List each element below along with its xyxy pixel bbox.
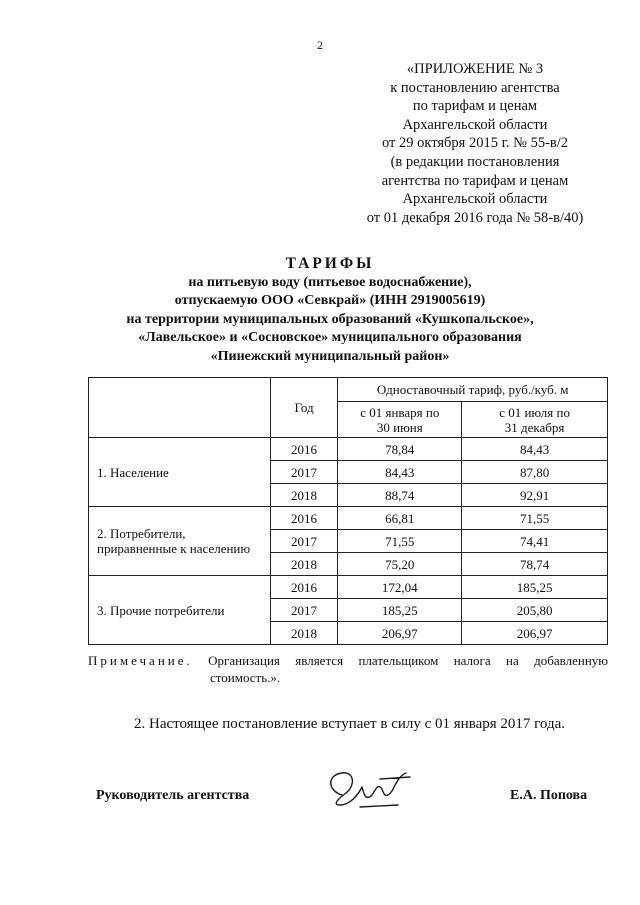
title-heading: ТАРИФЫ (285, 255, 375, 272)
category-name: 1. Население (89, 438, 271, 507)
category-name: 2. Потребители, приравненные к населению (89, 507, 271, 576)
tariff-cell: 87,80 (462, 461, 608, 484)
tariff-cell: 92,91 (462, 484, 608, 507)
appendix-line: агентства по тарифам и ценам (381, 172, 569, 189)
tariff-cell: 185,25 (462, 576, 608, 599)
appendix-line: Архангельской области (402, 191, 548, 208)
header-tariff: Одноставочный тариф, руб./куб. м (338, 378, 608, 402)
appendix-header (330, 60, 620, 227)
category-name: 3. Прочие потребители (89, 576, 271, 645)
document-title (60, 255, 600, 366)
note-text: Организация является плательщиком налога на добавленную (208, 653, 608, 668)
appendix-line: к постановлению агентства (390, 79, 560, 96)
title-line: на питьевую воду (питьевое водоснабжение), (188, 274, 472, 290)
year-cell: 2016 (270, 507, 338, 530)
title-line: на территории муниципальных образований «Кушкопальское», (126, 311, 534, 327)
tariff-cell: 185,25 (338, 599, 462, 622)
tariff-cell: 74,41 (462, 530, 608, 553)
tariff-cell: 84,43 (462, 438, 608, 461)
header-year: Год (270, 378, 338, 438)
year-cell: 2018 (270, 622, 338, 645)
appendix-line: «ПРИЛОЖЕНИЕ № 3 (406, 61, 544, 77)
appendix-line: по тарифам и ценам (412, 98, 538, 115)
tariff-cell: 84,43 (338, 461, 462, 484)
year-cell: 2017 (270, 461, 338, 484)
appendix-line: от 01 декабря 2016 года № 58-в/40) (366, 209, 584, 226)
tariff-cell: 71,55 (338, 530, 462, 553)
appendix-line: от 29 октября 2015 г. № 55-в/2 (381, 135, 569, 152)
year-cell: 2017 (270, 530, 338, 553)
title-line: «Пинежский муниципальный район» (210, 348, 450, 364)
page-number: 2 (317, 38, 323, 52)
signer-position: Руководитель агентства (96, 788, 250, 803)
tariff-cell: 78,74 (462, 553, 608, 576)
tariff-cell: 205,80 (462, 599, 608, 622)
year-cell: 2016 (270, 438, 338, 461)
tariff-cell: 88,74 (338, 484, 462, 507)
tariff-cell: 71,55 (462, 507, 608, 530)
year-cell: 2018 (270, 553, 338, 576)
appendix-line: Архангельской области (402, 116, 548, 133)
tariff-cell: 206,97 (338, 622, 462, 645)
tariff-table (88, 377, 608, 645)
tariff-cell: 172,04 (338, 576, 462, 599)
tariff-cell: 78,84 (338, 438, 462, 461)
effective-date-paragraph: 2. Настоящее постановление вступает в силу с 01 января 2017 года. (134, 716, 566, 732)
tariff-cell: 66,81 (338, 507, 462, 530)
appendix-line: (в редакции постановления (390, 153, 560, 170)
note-continuation: стоимость.». (210, 670, 281, 685)
signer-name: Е.А. Попова (510, 788, 588, 803)
title-line: отпускаемую ООО «Севкрай» (ИНН 2919005619) (174, 293, 486, 308)
handwritten-signature (320, 765, 420, 813)
tariff-cell: 75,20 (338, 553, 462, 576)
year-cell: 2016 (270, 576, 338, 599)
tariff-cell: 206,97 (462, 622, 608, 645)
year-cell: 2017 (270, 599, 338, 622)
header-period-2: с 01 июля по 31 декабря (462, 402, 608, 438)
header-period-1: с 01 января по 30 июня (338, 402, 462, 438)
title-line: «Лавельское» и «Сосновское» муниципального образования (138, 330, 522, 345)
year-cell: 2018 (270, 484, 338, 507)
header-category-empty (89, 378, 271, 438)
note-label: Примечание. (88, 653, 193, 668)
note (88, 652, 608, 670)
